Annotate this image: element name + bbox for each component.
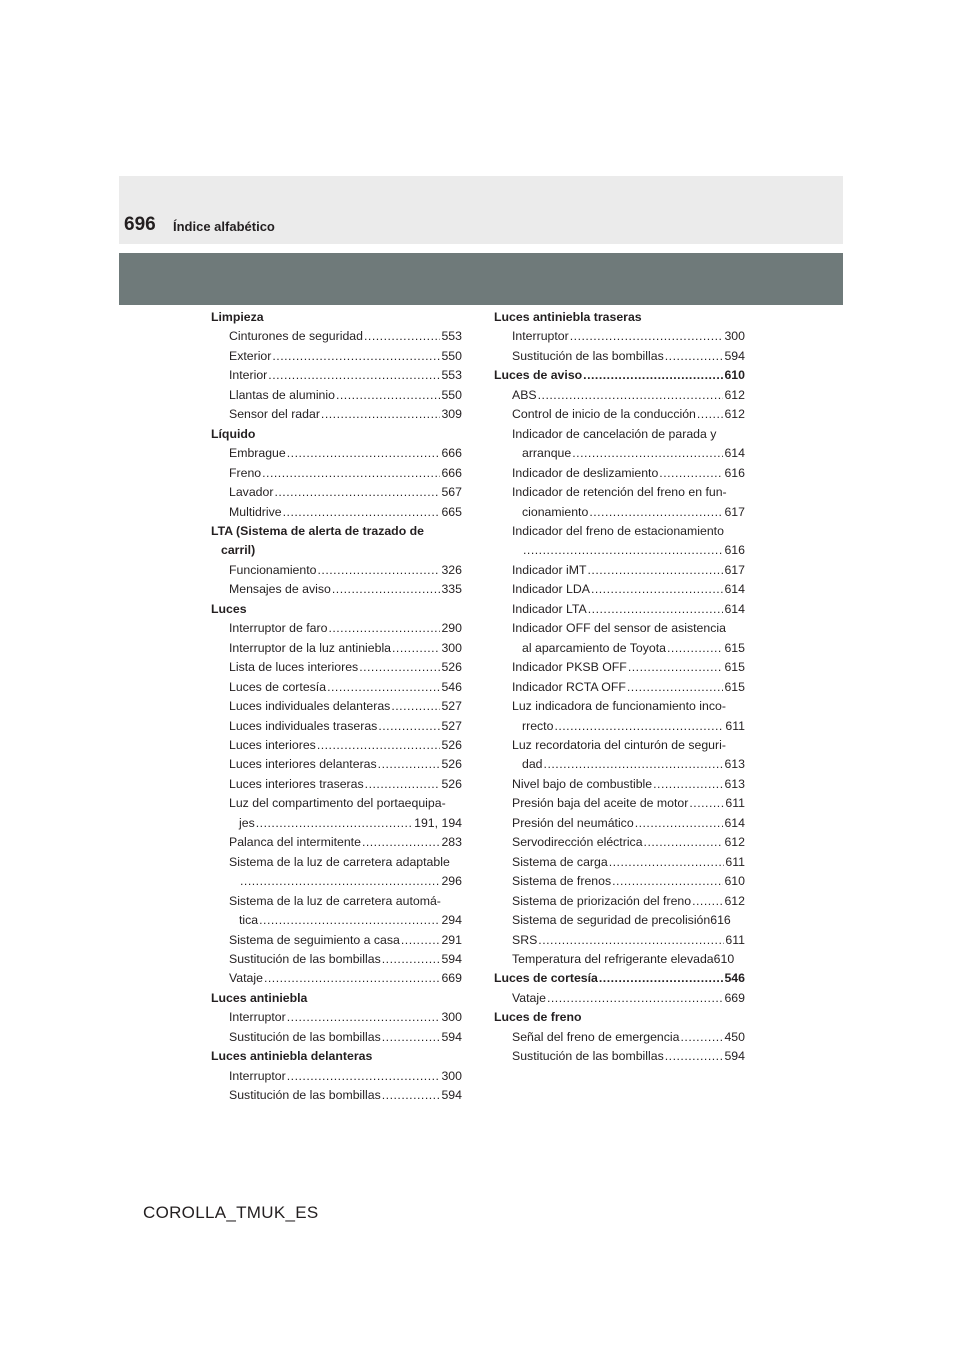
index-subentry — [211, 444, 462, 463]
index-entry-label: Interruptor — [512, 329, 569, 344]
dot-leader — [665, 1047, 724, 1066]
dot-leader — [364, 327, 440, 346]
index-subentry — [494, 327, 745, 346]
dot-leader — [653, 775, 723, 794]
index-subentry — [211, 814, 462, 833]
index-entry-label: Vataje — [512, 990, 546, 1005]
index-page-ref: 611 — [725, 718, 745, 733]
index-entry-label: Indicador LTA — [512, 601, 587, 616]
dot-leader — [328, 619, 440, 638]
index-subentry — [211, 1086, 462, 1105]
index-page-ref: 614 — [724, 815, 745, 830]
index-entry-label: Multidrive — [229, 504, 282, 519]
index-page-ref: 614 — [724, 446, 745, 461]
index-page-ref: 615 — [724, 660, 745, 675]
index-page-ref: 567 — [441, 485, 462, 500]
index-subentry — [494, 386, 745, 405]
dot-leader — [627, 678, 724, 697]
index-page-ref: 613 — [724, 757, 745, 772]
dot-leader — [359, 658, 440, 677]
index-subentry-text: Luz recordatoria del cinturón de seguri- — [512, 737, 726, 752]
index-page-ref: 669 — [724, 990, 745, 1005]
index-subentry — [211, 755, 462, 774]
index-page-ref: 526 — [441, 757, 462, 772]
dot-leader — [392, 639, 440, 658]
index-page-ref: 594 — [724, 348, 745, 363]
index-subentry-text: Indicador OFF del sensor de asistencia — [512, 621, 726, 636]
index-subentry — [494, 794, 745, 813]
index-subentry — [494, 658, 745, 677]
index-entry-label: Funcionamiento — [229, 562, 317, 577]
index-entry-label: Freno — [229, 465, 262, 480]
section-title: Índice alfabético — [173, 219, 275, 234]
dot-leader — [327, 678, 440, 697]
index-subentry — [211, 872, 462, 891]
index-entry-label: Palanca del intermitente — [229, 835, 361, 850]
index-subentry — [494, 911, 745, 930]
index-subentry — [494, 853, 745, 872]
index-page-ref: 450 — [724, 1029, 745, 1044]
dot-leader — [382, 1028, 441, 1047]
index-entry-label: Indicador iMT — [512, 562, 587, 577]
index-page-ref: 611 — [725, 932, 745, 947]
dot-leader — [589, 503, 723, 522]
index-entry-label: Luces individuales delanteras — [229, 699, 391, 714]
index-subentry — [211, 775, 462, 794]
index-page-ref: 612 — [724, 407, 745, 422]
index-page-ref: 291 — [441, 932, 462, 947]
index-entry-label: Sustitución de las bombillas — [512, 348, 664, 363]
index-subentry — [494, 1028, 745, 1047]
index-page-ref: 617 — [724, 562, 745, 577]
dot-leader — [365, 775, 441, 794]
dot-leader — [612, 872, 723, 891]
index-page-ref: 300 — [724, 329, 745, 344]
index-entry-label: Indicador de deslizamiento — [512, 465, 659, 480]
index-entry-label: Luces de cortesía — [229, 679, 327, 694]
dot-leader — [332, 580, 441, 599]
index-entry-label: Embrague — [229, 446, 286, 461]
dot-leader — [583, 366, 723, 385]
index-subentry-text: Sistema de la luz de carretera adaptable — [229, 854, 450, 869]
index-heading: carril) — [221, 543, 256, 558]
index-page-ref: 616 — [710, 913, 731, 928]
index-entry-label: Sistema de seguridad de precolisión — [512, 913, 711, 928]
dot-leader — [547, 989, 724, 1008]
index-subentry — [494, 541, 745, 560]
dot-leader — [287, 1067, 441, 1086]
index-heading — [494, 366, 745, 385]
dot-leader — [382, 1086, 441, 1105]
dot-leader — [554, 717, 724, 736]
dot-leader — [240, 872, 440, 891]
index-entry-label: Indicador PKSB OFF — [512, 660, 627, 675]
index-entry-label: al aparcamiento de Toyota — [522, 640, 667, 655]
index-subentry — [211, 1067, 462, 1086]
index-heading: Líquido — [211, 426, 256, 441]
dot-leader — [287, 1008, 441, 1027]
index-page-ref: 612 — [724, 387, 745, 402]
index-page-ref: 191, 194 — [414, 815, 462, 830]
index-entry-label: Luces de aviso — [494, 368, 583, 383]
index-entry-label: Sustitución de las bombillas — [229, 1088, 381, 1103]
index-subentry — [494, 931, 745, 950]
index-subentry — [494, 1047, 745, 1066]
index-page-ref: 614 — [724, 582, 745, 597]
index-entry-label: Luces interiores traseras — [229, 776, 364, 791]
dot-leader — [336, 386, 441, 405]
index-entry-label: tica — [239, 913, 259, 928]
index-entry-label: Sistema de priorización del freno — [512, 893, 692, 908]
index-page-ref: 546 — [441, 679, 462, 694]
index-subentry — [211, 717, 462, 736]
index-page-ref: 309 — [441, 407, 462, 422]
index-entry-label: cionamiento — [522, 504, 589, 519]
index-subentry — [211, 931, 462, 950]
index-subentry-text: Indicador de cancelación de parada y — [512, 426, 717, 441]
index-page-ref: 526 — [441, 737, 462, 752]
index-subentry — [211, 911, 462, 930]
index-subentry — [211, 678, 462, 697]
index-column-right — [494, 308, 745, 1067]
index-page-ref: 665 — [441, 504, 462, 519]
dot-leader — [667, 639, 723, 658]
dot-leader — [628, 658, 724, 677]
index-page-ref: 290 — [441, 621, 462, 636]
index-entry-label: Indicador RCTA OFF — [512, 679, 626, 694]
index-page-ref: 283 — [441, 835, 462, 850]
index-entry-label: Luces interiores — [229, 737, 316, 752]
index-page-ref: 526 — [441, 776, 462, 791]
dot-leader — [689, 794, 724, 813]
index-page-ref: 615 — [724, 640, 745, 655]
index-subentry — [494, 561, 745, 580]
index-page-ref: 300 — [441, 1068, 462, 1083]
index-entry-label: Interior — [229, 368, 268, 383]
index-subentry-text: Indicador de retención del freno en fun- — [512, 485, 727, 500]
index-subentry — [211, 950, 462, 969]
index-subentry — [494, 814, 745, 833]
index-subentry — [211, 483, 462, 502]
index-page-ref: 612 — [724, 835, 745, 850]
index-entry-label: Luces de cortesía — [494, 971, 598, 986]
index-subentry — [211, 327, 462, 346]
index-subentry — [211, 833, 462, 852]
index-entry-label: Servodirección eléctrica — [512, 835, 643, 850]
index-column-left — [211, 308, 462, 1106]
dot-leader — [318, 561, 441, 580]
dot-leader — [697, 405, 724, 424]
index-subentry — [211, 619, 462, 638]
dot-leader — [378, 717, 440, 736]
index-entry-label: Sustitución de las bombillas — [512, 1049, 664, 1064]
dot-leader — [259, 911, 440, 930]
index-page-ref: 553 — [441, 368, 462, 383]
index-entry-label: Luces individuales traseras — [229, 718, 378, 733]
dot-leader — [378, 755, 441, 774]
index-entry-label: Interruptor — [229, 1068, 286, 1083]
index-page-ref: 550 — [441, 348, 462, 363]
index-page-ref: 610 — [724, 874, 745, 889]
index-entry-label: Interruptor — [229, 1010, 286, 1025]
index-page-ref: 594 — [724, 1049, 745, 1064]
dot-leader — [321, 405, 441, 424]
index-subentry-text: Luz indicadora de funcionamiento inco- — [512, 699, 726, 714]
index-page-ref: 615 — [724, 679, 745, 694]
dot-leader — [588, 561, 724, 580]
index-entry-label: Lista de luces interiores — [229, 660, 359, 675]
index-subentry — [211, 503, 462, 522]
index-page-ref: 550 — [441, 387, 462, 402]
index-entry-label: Sustitución de las bombillas — [229, 1029, 381, 1044]
index-entry-label: Vataje — [229, 971, 263, 986]
index-page-ref: 527 — [441, 699, 462, 714]
index-heading: Luces antiniebla delanteras — [211, 1049, 373, 1064]
index-entry-label: Sistema de carga — [512, 854, 608, 869]
index-page-ref: 335 — [441, 582, 462, 597]
index-subentry — [211, 386, 462, 405]
index-subentry — [211, 464, 462, 483]
dot-leader — [599, 969, 724, 988]
index-entry-label: Cinturones de seguridad — [229, 329, 363, 344]
index-subentry — [494, 755, 745, 774]
index-subentry — [494, 717, 745, 736]
section-banner — [119, 253, 843, 305]
index-entry-label: Señal del freno de emergencia — [512, 1029, 680, 1044]
dot-leader — [544, 755, 724, 774]
index-heading: LTA (Sistema de alerta de trazado de — [211, 523, 424, 538]
index-entry-label: Exterior — [229, 348, 272, 363]
index-subentry — [494, 678, 745, 697]
index-entry-label: Sistema de seguimiento a casa — [229, 932, 400, 947]
index-subentry — [494, 347, 745, 366]
index-subentry-text: Indicador del freno de estacionamiento — [512, 523, 724, 538]
index-subentry — [211, 697, 462, 716]
index-entry-label: Sistema de frenos — [512, 874, 612, 889]
dot-leader — [692, 892, 723, 911]
dot-leader — [287, 444, 441, 463]
index-page-ref: 594 — [441, 1029, 462, 1044]
dot-leader — [268, 366, 440, 385]
index-subentry — [211, 658, 462, 677]
index-subentry — [211, 736, 462, 755]
index-page-ref: 666 — [441, 465, 462, 480]
index-subentry-text: Luz del compartimento del portaequipa- — [229, 796, 446, 811]
index-entry-label: Interruptor de faro — [229, 621, 328, 636]
index-subentry — [211, 580, 462, 599]
index-entry-label: Indicador LDA — [512, 582, 590, 597]
index-page-ref: 553 — [441, 329, 462, 344]
index-subentry — [211, 366, 462, 385]
index-entry-label: rrecto — [522, 718, 554, 733]
index-entry-label: jes — [239, 815, 255, 830]
dot-leader — [538, 931, 724, 950]
index-subentry — [211, 1028, 462, 1047]
page-number: 696 — [124, 214, 156, 235]
index-page-ref: 300 — [441, 1010, 462, 1025]
index-heading: Luces de freno — [494, 1010, 582, 1025]
index-subentry — [494, 580, 745, 599]
dot-leader — [401, 931, 441, 950]
index-entry-label: dad — [522, 757, 543, 772]
index-page-ref: 526 — [441, 660, 462, 675]
index-entry-label: Nivel bajo de combustible — [512, 776, 653, 791]
index-heading: Luces antiniebla — [211, 990, 308, 1005]
index-heading: Limpieza — [211, 310, 264, 324]
index-page-ref: 669 — [441, 971, 462, 986]
index-subentry — [494, 600, 745, 619]
index-subentry — [494, 989, 745, 1008]
dot-leader — [256, 814, 413, 833]
dot-leader — [382, 950, 441, 969]
index-entry-label: SRS — [512, 932, 538, 947]
index-page-ref: 294 — [441, 913, 462, 928]
index-page-ref: 616 — [724, 543, 745, 558]
dot-leader — [391, 697, 440, 716]
dot-leader — [317, 736, 441, 755]
index-entry-label: Interruptor de la luz antiniebla — [229, 640, 392, 655]
index-entry-label: arranque — [522, 446, 572, 461]
index-entry-label: Lavador — [229, 485, 274, 500]
index-page-ref: 611 — [725, 796, 745, 811]
index-entry-label: Presión baja del aceite de motor — [512, 796, 689, 811]
index-subentry — [494, 464, 745, 483]
dot-leader — [264, 969, 441, 988]
index-subentry — [211, 347, 462, 366]
index-entry-label: Llantas de aluminio — [229, 387, 335, 402]
index-page-ref: 616 — [724, 465, 745, 480]
index-entry-label: Mensajes de aviso — [229, 582, 331, 597]
dot-leader — [538, 386, 724, 405]
index-entry-label: Temperatura del refrigerante elevada — [512, 951, 714, 966]
dot-leader — [274, 483, 440, 502]
dot-leader — [644, 833, 724, 852]
index-page-ref: 612 — [724, 893, 745, 908]
dot-leader — [659, 464, 723, 483]
index-page-ref: 666 — [441, 446, 462, 461]
index-page-ref: 594 — [441, 951, 462, 966]
index-subentry — [211, 1008, 462, 1027]
index-subentry — [211, 969, 462, 988]
dot-leader — [523, 541, 723, 560]
index-page-ref: 613 — [724, 776, 745, 791]
index-page-ref: 610 — [713, 951, 735, 966]
dot-leader — [591, 580, 724, 599]
dot-leader — [665, 347, 724, 366]
index-page-ref: 610 — [724, 368, 745, 383]
dot-leader — [635, 814, 724, 833]
dot-leader — [283, 503, 441, 522]
index-page-ref: 527 — [441, 718, 462, 733]
index-page-ref: 614 — [724, 601, 745, 616]
index-entry-label: ABS — [512, 387, 537, 402]
index-subentry — [494, 639, 745, 658]
index-entry-label: Luces interiores delanteras — [229, 757, 377, 772]
index-page-ref: 546 — [724, 971, 745, 986]
index-page-ref: 326 — [441, 562, 462, 577]
index-subentry — [211, 405, 462, 424]
index-subentry — [211, 639, 462, 658]
index-subentry — [494, 444, 745, 463]
index-subentry — [494, 950, 745, 969]
dot-leader — [272, 347, 440, 366]
document-code: COROLLA_TMUK_ES — [143, 1203, 319, 1222]
dot-leader — [609, 853, 725, 872]
index-subentry-text: Sistema de la luz de carretera automá- — [229, 893, 441, 908]
dot-leader — [588, 600, 724, 619]
index-heading: Luces — [211, 601, 247, 616]
index-entry-label: Control de inicio de la conducción — [512, 407, 696, 422]
index-entry-label: Sustitución de las bombillas — [229, 951, 381, 966]
index-subentry — [494, 833, 745, 852]
dot-leader — [262, 464, 440, 483]
dot-leader — [572, 444, 723, 463]
dot-leader — [570, 327, 724, 346]
index-entry-label: Presión del neumático — [512, 815, 634, 830]
index-subentry — [494, 892, 745, 911]
index-subentry — [494, 872, 745, 891]
index-subentry — [494, 503, 745, 522]
index-heading — [494, 969, 745, 988]
index-heading: Luces antiniebla traseras — [494, 310, 642, 324]
index-page-ref: 617 — [724, 504, 745, 519]
dot-leader — [362, 833, 441, 852]
index-subentry — [211, 561, 462, 580]
index-page-ref: 300 — [441, 640, 462, 655]
index-page-ref: 296 — [441, 874, 462, 889]
index-page-ref: 594 — [441, 1088, 462, 1103]
index-subentry — [494, 775, 745, 794]
index-entry-label: Sensor del radar — [229, 407, 320, 422]
index-subentry — [494, 405, 745, 424]
dot-leader — [681, 1028, 724, 1047]
index-page-ref: 611 — [725, 854, 745, 869]
